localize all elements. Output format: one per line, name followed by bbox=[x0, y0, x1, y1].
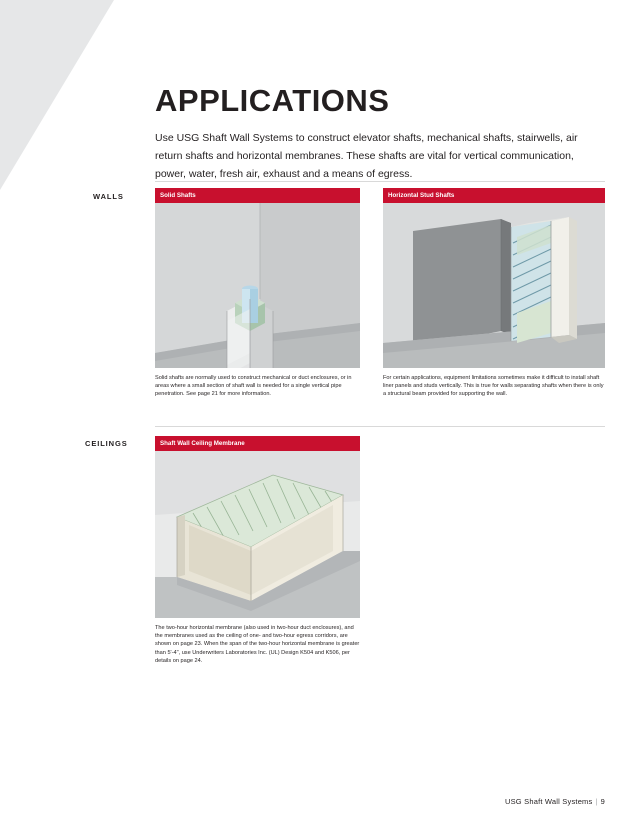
page-content bbox=[155, 0, 605, 828]
solid-shaft-corner-illustration bbox=[155, 203, 360, 368]
footer-page-number: 9 bbox=[600, 797, 605, 806]
figure-caption-horizontal-stud-shafts: Horizontal Stud Shafts bbox=[383, 188, 605, 203]
intro-paragraph: Use USG Shaft Wall Systems to construct elevator shafts, mechanical shafts, stairwells, air return shafts and horizontal membranes. These shafts are vital for vertical communication, power, water, fresh air, exhaust and a means of egress. bbox=[155, 131, 578, 180]
horizontal-stud-shaft-illustration bbox=[383, 203, 605, 368]
figure-shaft-wall-ceiling-membrane bbox=[155, 436, 360, 665]
figure-note-horizontal-stud-shafts: For certain applications, equipment limitations sometimes make it difficult to install shaft liner panels and studs vertically. This is true for walls separating shafts when there is only a structural beam provided for supporting the wall. bbox=[383, 375, 604, 398]
figure-caption-ceiling-membrane: Shaft Wall Ceiling Membrane bbox=[155, 436, 360, 451]
section-divider-ceilings bbox=[155, 426, 605, 427]
figure-note-ceiling-membrane: The two-hour horizontal membrane (also used in two-hour duct enclosures), and the membranes used as the ceiling of one- and two-hour egress corridors, are shown on page 23. When the span of the two-hour horizontal membrane is greater than 5'-4", use Underwriters Laboratories Inc. (UL) Design K504 and K506, per details on page 24. bbox=[155, 625, 360, 664]
figure-solid-shafts bbox=[155, 188, 360, 399]
ceiling-membrane-illustration bbox=[155, 451, 360, 618]
page-edge-decoration bbox=[0, 0, 150, 828]
figure-note-solid-shafts: Solid shafts are normally used to construct mechanical or duct enclosures, or in areas where a small section of shaft wall is needed for a single vertical pipe penetration. See page 21 for more information. bbox=[155, 375, 352, 398]
footer-divider: | bbox=[595, 797, 598, 806]
section-label-walls: WALLS bbox=[93, 192, 124, 201]
figure-horizontal-stud-shafts bbox=[383, 188, 605, 399]
section-label-ceilings: CEILINGS bbox=[85, 439, 128, 448]
page-footer bbox=[505, 797, 605, 806]
section-divider-walls bbox=[155, 181, 605, 182]
footer-title: USG Shaft Wall Systems bbox=[504, 797, 593, 806]
page-title: APPLICATIONS bbox=[155, 82, 390, 118]
figure-caption-solid-shafts: Solid Shafts bbox=[155, 188, 360, 203]
